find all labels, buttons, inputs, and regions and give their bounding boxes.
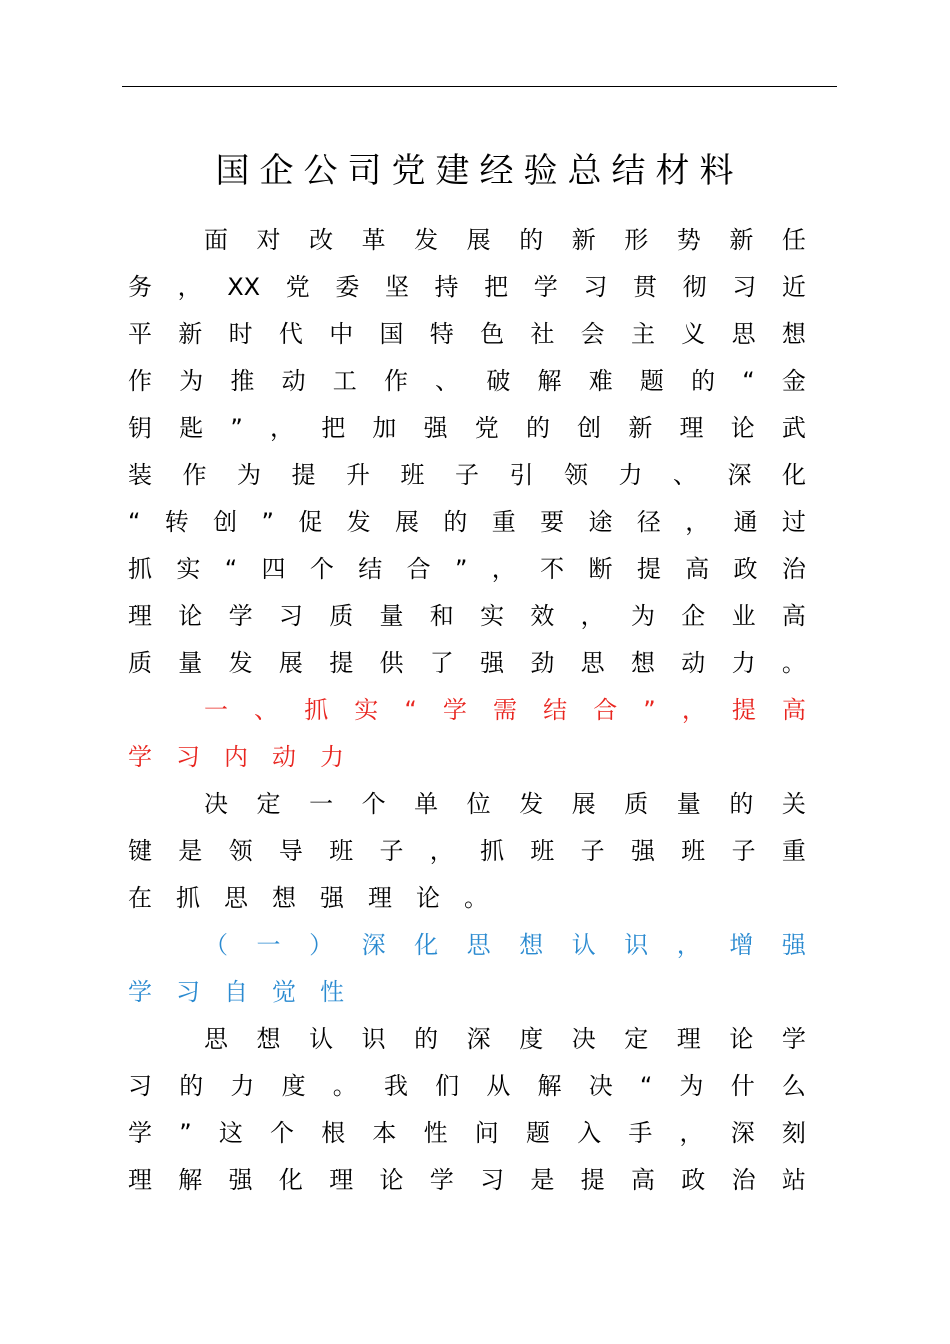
glyph: 社 (530, 320, 555, 348)
body-line (128, 1016, 806, 1063)
glyph: 强 (320, 884, 344, 912)
glyph: 提 (329, 649, 354, 677)
glyph: 色 (480, 320, 505, 348)
glyph: 政 (681, 1166, 706, 1194)
glyph: 抓 (304, 696, 329, 724)
glyph: 展 (466, 226, 491, 254)
glyph: 子 (580, 837, 605, 865)
glyph: 理 (128, 602, 152, 630)
glyph: 位 (466, 790, 491, 818)
glyph: 。 (464, 884, 488, 912)
glyph: XX (227, 273, 261, 301)
glyph: 动 (281, 367, 306, 395)
body-line (128, 781, 806, 828)
glyph: 习 (583, 273, 608, 301)
body-line (128, 452, 806, 499)
body-line (128, 593, 806, 640)
glyph: 们 (435, 1072, 460, 1100)
glyph: 、 (254, 696, 279, 724)
glyph: 途 (588, 508, 613, 536)
body-line (128, 1110, 806, 1157)
glyph: 论 (379, 1166, 404, 1194)
glyph: ， (676, 931, 701, 959)
glyph: 结 (358, 555, 383, 583)
glyph: 金 (781, 367, 806, 395)
glyph: ” (643, 696, 656, 724)
glyph: 中 (329, 320, 354, 348)
glyph: 根 (321, 1119, 346, 1147)
glyph: ， (491, 555, 516, 583)
glyph: 关 (781, 790, 806, 818)
glyph: 习 (128, 1072, 152, 1100)
glyph: 习 (176, 978, 200, 1006)
glyph: 学 (429, 1166, 454, 1194)
glyph: 义 (681, 320, 706, 348)
glyph: 子 (379, 837, 404, 865)
glyph: 的 (443, 508, 468, 536)
section-heading-2-cont (128, 969, 806, 1016)
glyph: 认 (309, 1025, 334, 1053)
glyph: 党 (474, 414, 499, 442)
glyph: 键 (128, 837, 152, 865)
glyph: 个 (309, 555, 334, 583)
glyph: 化 (278, 1166, 303, 1194)
glyph: 业 (731, 602, 756, 630)
glyph: 深 (361, 931, 386, 959)
glyph: ， (177, 273, 202, 301)
glyph: 装 (128, 461, 152, 489)
glyph: 性 (320, 978, 344, 1006)
glyph: 思 (580, 649, 605, 677)
glyph: “ (639, 1072, 653, 1100)
glyph: 深 (730, 1119, 755, 1147)
glyph: 质 (329, 602, 354, 630)
glyph: 高 (630, 1166, 655, 1194)
glyph: 深 (727, 461, 752, 489)
glyph: 从 (486, 1072, 511, 1100)
glyph: 势 (676, 226, 701, 254)
glyph: 学 (128, 1119, 152, 1147)
glyph: 展 (395, 508, 420, 536)
glyph: “ (128, 508, 141, 536)
glyph: 量 (379, 602, 404, 630)
glyph: 提 (580, 1166, 605, 1194)
glyph: 想 (519, 931, 544, 959)
glyph: 思 (731, 320, 756, 348)
glyph: 代 (278, 320, 303, 348)
glyph: 力 (731, 649, 756, 677)
glyph: 题 (525, 1119, 550, 1147)
glyph: 转 (164, 508, 189, 536)
glyph: 解 (537, 1072, 562, 1100)
glyph: 作 (128, 367, 152, 395)
glyph: 决 (571, 1025, 596, 1053)
glyph: 断 (588, 555, 613, 583)
glyph: 作 (182, 461, 207, 489)
glyph: 强 (423, 414, 448, 442)
glyph: 解 (537, 367, 562, 395)
glyph: 么 (781, 1072, 806, 1100)
glyph: 促 (298, 508, 323, 536)
glyph: 主 (630, 320, 655, 348)
glyph: 改 (309, 226, 334, 254)
glyph: 学 (228, 602, 253, 630)
glyph: ） (309, 931, 334, 959)
glyph: 钥 (128, 414, 152, 442)
glyph: 领 (564, 461, 588, 489)
glyph: 新 (628, 414, 653, 442)
glyph: 认 (571, 931, 596, 959)
glyph: 单 (414, 790, 439, 818)
glyph: 务 (128, 273, 152, 301)
glyph: 想 (256, 1025, 281, 1053)
glyph: 理 (329, 1166, 354, 1194)
glyph: 论 (729, 1025, 754, 1053)
glyph: 治 (781, 555, 806, 583)
glyph: ， (580, 602, 605, 630)
glyph: 班 (530, 837, 555, 865)
glyph: 力 (320, 743, 344, 771)
glyph: ” (454, 555, 468, 583)
glyph: 理 (679, 414, 704, 442)
glyph: 高 (685, 555, 710, 583)
glyph: 度 (519, 1025, 544, 1053)
glyph: 新 (571, 226, 596, 254)
glyph: 高 (781, 602, 806, 630)
glyph: 的 (414, 1025, 439, 1053)
glyph: 特 (429, 320, 454, 348)
glyph: 强 (781, 931, 806, 959)
body-line (128, 828, 806, 875)
glyph: 发 (228, 649, 253, 677)
glyph: 学 (128, 978, 152, 1006)
glyph: 发 (414, 226, 439, 254)
glyph: 强 (630, 837, 655, 865)
glyph: 实 (176, 555, 201, 583)
glyph: 习 (278, 602, 303, 630)
section-heading-1-cont (128, 734, 806, 781)
glyph: 的 (525, 414, 550, 442)
glyph: 强 (480, 649, 505, 677)
glyph: 思 (466, 931, 491, 959)
glyph: 质 (624, 790, 649, 818)
glyph: 重 (491, 508, 516, 536)
body-line (128, 311, 806, 358)
glyph: 题 (639, 367, 664, 395)
glyph: 结 (543, 696, 568, 724)
glyph: 了 (429, 649, 454, 677)
glyph: 定 (624, 1025, 649, 1053)
glyph: 和 (429, 602, 454, 630)
glyph: “ (224, 555, 238, 583)
glyph: 一 (256, 931, 281, 959)
glyph: 习 (176, 743, 200, 771)
glyph: 学 (781, 1025, 806, 1053)
glyph: 论 (416, 884, 440, 912)
body-line (128, 875, 806, 922)
glyph: 学 (128, 743, 152, 771)
glyph: 平 (128, 320, 152, 348)
body-line (128, 1063, 806, 1110)
glyph: 委 (335, 273, 360, 301)
glyph: 政 (733, 555, 758, 583)
glyph: 想 (630, 649, 655, 677)
glyph: 形 (624, 226, 649, 254)
glyph: 国 (379, 320, 404, 348)
glyph: 高 (782, 696, 806, 724)
glyph: 贯 (632, 273, 657, 301)
glyph: 力 (618, 461, 643, 489)
glyph: 破 (486, 367, 511, 395)
glyph: 问 (474, 1119, 499, 1147)
section-heading-1 (128, 687, 806, 734)
glyph: 决 (204, 790, 228, 818)
glyph: 持 (434, 273, 459, 301)
glyph: 增 (729, 931, 754, 959)
body-line (128, 217, 806, 264)
glyph: 识 (624, 931, 649, 959)
glyph: 供 (379, 649, 404, 677)
glyph: ， (679, 1119, 704, 1147)
body-line (128, 499, 806, 546)
glyph: ， (685, 508, 710, 536)
glyph: 思 (204, 1025, 228, 1053)
glyph: 的 (691, 367, 716, 395)
glyph: 想 (272, 884, 296, 912)
glyph: 力 (230, 1072, 255, 1100)
glyph: 化 (782, 461, 806, 489)
body-line (128, 546, 806, 593)
glyph: 解 (178, 1166, 203, 1194)
glyph: 论 (730, 414, 755, 442)
glyph: 为 (630, 602, 655, 630)
glyph: 过 (781, 508, 806, 536)
glyph: 动 (272, 743, 296, 771)
glyph: ” (179, 1119, 192, 1147)
glyph: 我 (383, 1072, 408, 1100)
glyph: 刻 (781, 1119, 806, 1147)
glyph: ” (261, 508, 274, 536)
document-title: 国企公司党建经验总结材料 (215, 151, 744, 191)
glyph: 什 (730, 1072, 755, 1100)
glyph: 这 (218, 1119, 243, 1147)
glyph: 学 (442, 696, 467, 724)
glyph: 新 (729, 226, 754, 254)
glyph: 个 (361, 790, 386, 818)
glyph: 化 (414, 931, 439, 959)
glyph: 任 (781, 226, 806, 254)
glyph: 理 (128, 1166, 152, 1194)
glyph: 性 (423, 1119, 448, 1147)
section-heading-2 (128, 922, 806, 969)
glyph: 班 (681, 837, 706, 865)
glyph: 为 (679, 1072, 704, 1100)
body-line (128, 358, 806, 405)
glyph: 抓 (128, 555, 152, 583)
glyph: 时 (228, 320, 253, 348)
glyph: 提 (731, 696, 756, 724)
glyph: 需 (493, 696, 517, 724)
glyph: 治 (731, 1166, 756, 1194)
glyph: 思 (224, 884, 248, 912)
glyph: 量 (676, 790, 701, 818)
glyph: 要 (540, 508, 565, 536)
glyph: ” (230, 414, 243, 442)
glyph: 决 (588, 1072, 613, 1100)
glyph: 近 (781, 273, 806, 301)
glyph: 匙 (179, 414, 204, 442)
glyph: 的 (519, 226, 544, 254)
glyph: 效 (530, 602, 555, 630)
glyph: 识 (361, 1025, 386, 1053)
glyph: 的 (179, 1072, 204, 1100)
glyph: 为 (179, 367, 204, 395)
glyph: 把 (321, 414, 346, 442)
header-rule (122, 86, 837, 87)
glyph: 领 (228, 837, 253, 865)
glyph: 本 (372, 1119, 397, 1147)
body-line (128, 405, 806, 452)
glyph: 难 (588, 367, 613, 395)
glyph: 。 (781, 649, 806, 677)
glyph: 量 (178, 649, 203, 677)
glyph: 工 (332, 367, 357, 395)
glyph: “ (404, 696, 417, 724)
glyph: 展 (571, 790, 596, 818)
glyph: （ (204, 931, 228, 959)
glyph: 党 (285, 273, 310, 301)
glyph: 、 (435, 367, 460, 395)
glyph: 创 (213, 508, 238, 536)
glyph: 习 (732, 273, 757, 301)
glyph: 重 (781, 837, 806, 865)
glyph: 班 (329, 837, 354, 865)
glyph: 理 (368, 884, 392, 912)
glyph: 内 (224, 743, 248, 771)
glyph: 对 (256, 226, 281, 254)
glyph: 的 (729, 790, 754, 818)
glyph: 把 (484, 273, 509, 301)
glyph: 习 (480, 1166, 505, 1194)
glyph: ， (429, 837, 454, 865)
glyph: 展 (278, 649, 303, 677)
glyph: 升 (346, 461, 370, 489)
glyph: 引 (509, 461, 534, 489)
glyph: 不 (540, 555, 565, 583)
glyph: 企 (681, 602, 706, 630)
glyph: 子 (455, 461, 479, 489)
glyph: 理 (676, 1025, 701, 1053)
glyph: 学 (533, 273, 558, 301)
glyph: 创 (577, 414, 602, 442)
glyph: 四 (261, 555, 286, 583)
glyph: 觉 (272, 978, 296, 1006)
glyph: 度 (281, 1072, 306, 1100)
glyph: 是 (530, 1166, 555, 1194)
glyph: 作 (383, 367, 408, 395)
glyph: 。 (332, 1072, 357, 1100)
glyph: 武 (781, 414, 806, 442)
glyph: 发 (519, 790, 544, 818)
glyph: 导 (278, 837, 303, 865)
glyph: 强 (228, 1166, 253, 1194)
glyph: 径 (636, 508, 661, 536)
glyph: 深 (466, 1025, 491, 1053)
glyph: 坚 (384, 273, 409, 301)
glyph: 实 (354, 696, 379, 724)
glyph: 站 (781, 1166, 806, 1194)
glyph: 一 (309, 790, 334, 818)
glyph: 提 (636, 555, 661, 583)
glyph: ， (681, 696, 706, 724)
glyph: 是 (178, 837, 203, 865)
glyph: 子 (731, 837, 756, 865)
body-line (128, 1157, 806, 1204)
glyph: 自 (224, 978, 248, 1006)
body-line (128, 640, 806, 687)
glyph: 抓 (176, 884, 200, 912)
body-line (128, 264, 806, 311)
glyph: 定 (256, 790, 281, 818)
glyph: 面 (204, 226, 228, 254)
glyph: 发 (346, 508, 371, 536)
glyph: 推 (230, 367, 255, 395)
glyph: 合 (406, 555, 431, 583)
glyph: 彻 (682, 273, 707, 301)
glyph: 一 (204, 696, 228, 724)
glyph: 手 (628, 1119, 653, 1147)
glyph: 论 (178, 602, 203, 630)
glyph: 想 (781, 320, 806, 348)
glyph: 提 (291, 461, 316, 489)
glyph: 革 (361, 226, 386, 254)
glyph: 新 (178, 320, 203, 348)
glyph: 抓 (480, 837, 505, 865)
glyph: 劲 (530, 649, 555, 677)
glyph: 加 (372, 414, 397, 442)
glyph: 为 (237, 461, 261, 489)
glyph: 个 (270, 1119, 294, 1147)
glyph: 班 (400, 461, 425, 489)
glyph: 合 (593, 696, 618, 724)
glyph: 会 (580, 320, 605, 348)
glyph: “ (742, 367, 755, 395)
glyph: ， (270, 414, 294, 442)
glyph: 入 (577, 1119, 602, 1147)
glyph: 质 (128, 649, 152, 677)
glyph: 实 (480, 602, 505, 630)
glyph: 动 (681, 649, 706, 677)
glyph: 通 (733, 508, 758, 536)
glyph: 在 (128, 884, 152, 912)
glyph: 、 (673, 461, 697, 489)
